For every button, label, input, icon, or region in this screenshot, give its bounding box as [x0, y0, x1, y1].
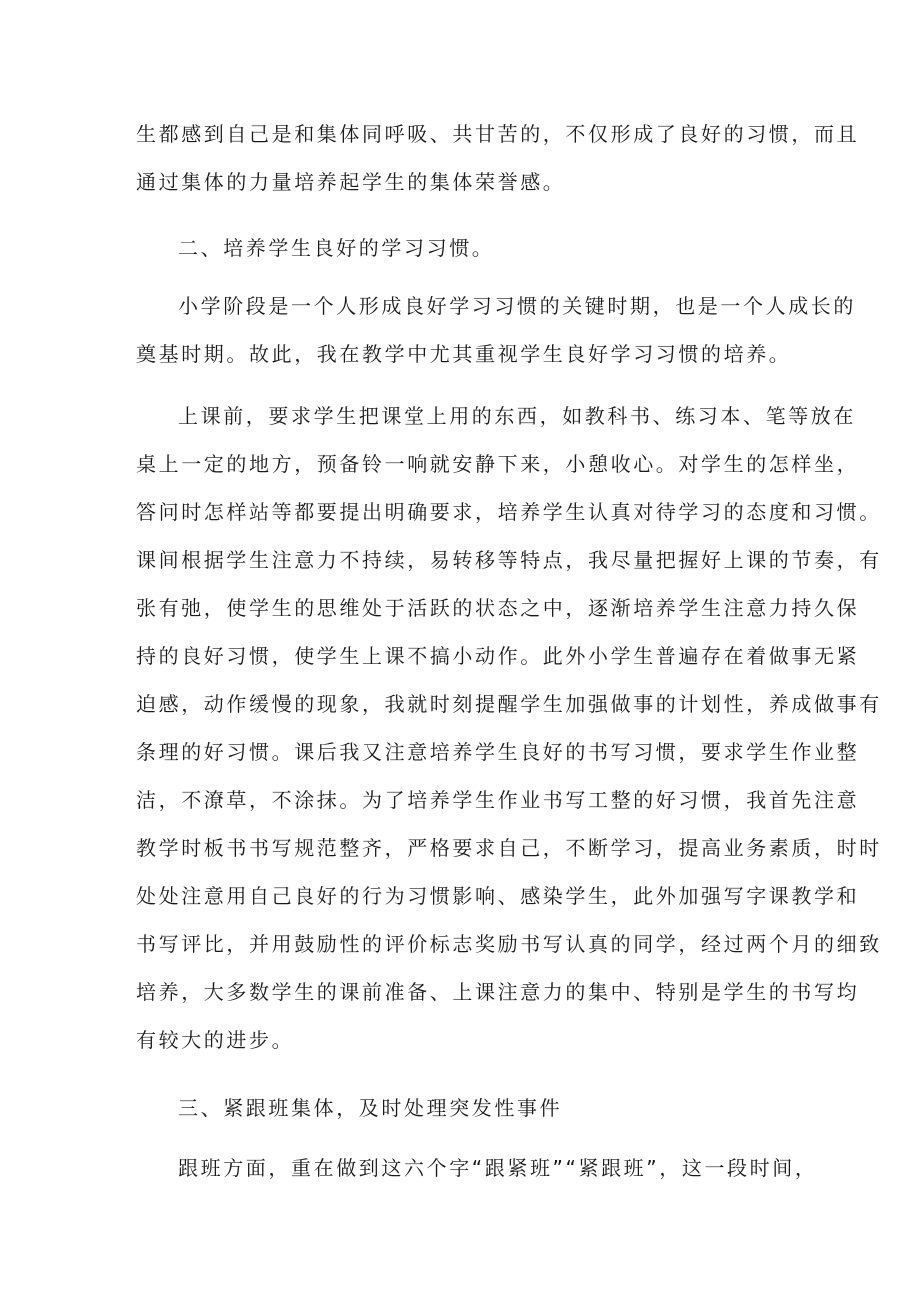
text-line: 小学阶段是一个人形成良好学习习惯的关键时期，也是一个人成长的 [178, 294, 856, 318]
text-line: 培养，大多数学生的课前准备、上课注意力的集中、特别是学生的书写均 [136, 980, 860, 1004]
text-line: 迫感，动作缓慢的现象，我就时刻提醒学生加强做事的计划性，养成做事有 [136, 692, 882, 716]
text-line: 张有弛，使学生的思维处于活跃的状态之中，逐渐培养学生注意力持久保 [136, 596, 860, 620]
text-line: 跟班方面，重在做到这六个字“跟紧班”“紧跟班”，这一段时间， [178, 1156, 818, 1180]
section-heading: 二、培养学生良好的学习习惯。 [178, 236, 495, 260]
text-line: 持的良好习惯，使学生上课不搞小动作。此外小学生普遍存在着做事无紧 [136, 644, 860, 668]
text-line: 处处注意用自己良好的行为习惯影响、感染学生，此外加强写字课教学和 [136, 884, 860, 908]
text-line: 上课前，要求学生把课堂上用的东西，如教科书、练习本、笔等放在 [178, 404, 856, 428]
text-line: 课间根据学生注意力不持续，易转移等特点，我尽量把握好上课的节奏，有 [136, 548, 882, 572]
text-line: 生都感到自己是和集体同呼吸、共甘苦的，不仅形成了良好的习惯，而且 [136, 122, 860, 146]
text-line: 答问时怎样站等都要提出明确要求，培养学生认真对待学习的态度和习惯。 [136, 500, 882, 524]
section-heading: 三、紧跟班集体，及时处理突发性事件 [178, 1096, 563, 1120]
text-line: 书写评比，并用鼓励性的评价标志奖励书写认真的同学，经过两个月的细致 [136, 932, 882, 956]
text-line: 桌上一定的地方，预备铃一响就安静下来，小憩收心。对学生的怎样坐， [136, 452, 860, 476]
text-line: 教学时板书书写规范整齐，严格要求自己，不断学习，提高业务素质，时时 [136, 836, 882, 860]
text-line: 奠基时期。故此，我在教学中尤其重视学生良好学习习惯的培养。 [136, 342, 792, 366]
text-line: 条理的好习惯。课后我又注意培养学生良好的书写习惯，要求学生作业整 [136, 740, 860, 764]
text-line: 有较大的进步。 [136, 1028, 295, 1052]
text-line: 洁，不潦草，不涂抹。为了培养学生作业书写工整的好习惯，我首先注意 [136, 788, 860, 812]
text-line: 通过集体的力量培养起学生的集体荣誉感。 [136, 170, 566, 194]
